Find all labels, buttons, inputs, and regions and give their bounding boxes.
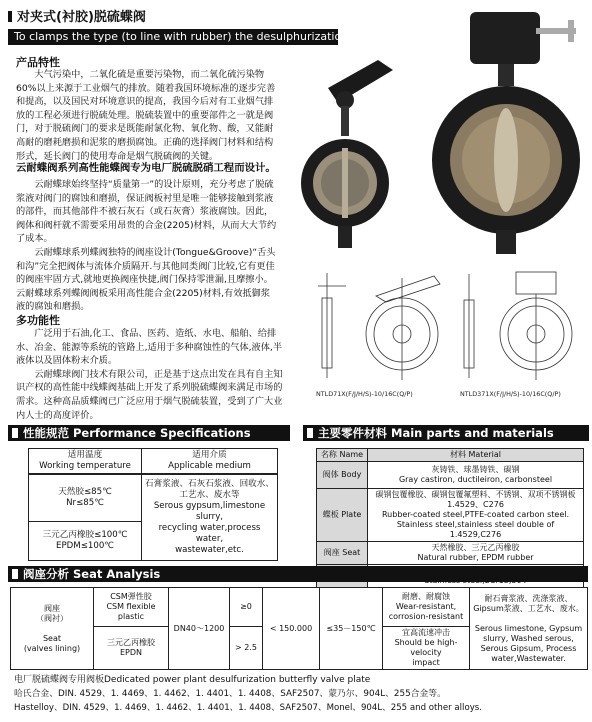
part-name: 阀体 Body <box>317 462 368 489</box>
seat-resistance-2: 宜高流速冲击 Should be high-velocity impact <box>383 627 470 670</box>
features-paragraph: 云耐蝶球始终坚持“质量第一”的设计原则，充分考虑了脱硫浆液对阀门的腐蚀和磨损，保证阀板衬里是唯一能够接触到浆液的部件，而其他部件不被石灰石（或石灰膏）浆液腐蚀。因此，阀体和阀杆就不需要采用昂贵的合金(2205)材料，从而大大节约了成本。 <box>16 179 277 245</box>
table-header-row <box>317 449 584 462</box>
features-subheading: 云耐蝶阀系列高性能蝶阀专为电厂脱硫脱硝工程而设计。 <box>16 162 276 174</box>
part-material: 碳钢包覆橡胶、碳钢包覆氟塑料、不锈钢、双项不锈钢板1.4529、C276 Rubber-coated steel,PTFE-coated carbon steel. Stainless steel,stainless steel double of 1.4529,C276 <box>368 489 584 542</box>
part-name: 蝶板 Plate <box>317 489 368 542</box>
features-text <box>16 68 278 163</box>
seat-media-en: Serous limestone, Gypsum slurry, Washed serous, Serous Gipsum, Process water,Wastewater. <box>474 623 583 663</box>
header-applicable-medium: 适用介质 Applicable medium <box>142 449 278 475</box>
features-paragraph: 云耐蝶球系列蝶阀独特的阀座设计(Tongue&Groove)“舌头和沟”完全把阀体与流体介质隔开.与其他同类阀门比较,它有更佳的阀座牢固方式,就地更换阀座快捷,阀门保持零泄漏,且摩擦小。云耐蝶球系列蝶阀阀板采用高性能合金(2205)材料,有效抵御浆液的腐蚀和磨损。 <box>16 246 276 313</box>
bar-marker <box>12 569 18 579</box>
applications-paragraph: 云耐蝶球阀门技术有限公司，正是基于这点出发在具有自主知识产权的高性能中线蝶阀基础上开发了系列脱硫蝶阀来满足市场的需求。这种高品质蝶阀已广泛应用于烟气脱硫装置，受到了广大业内人士的高度评价。 <box>16 368 283 421</box>
seat-value-2: > 2.5 <box>230 627 263 670</box>
seat-resistance-1: 耐磨、耐腐蚀 Wear-resistant, corrosion-resistant <box>383 588 470 627</box>
seat-media-cn: 耐石膏浆液、洗涤浆液、Gipsum浆液、工艺水、废水。 <box>473 593 584 613</box>
seat-media <box>470 588 588 670</box>
seat-heading-bar: 阀座分析 Seat Analysis <box>8 566 588 582</box>
lever-valve-photo <box>298 48 408 258</box>
temp-cell: 天然胶≤85℃ Nr≤85℃ <box>29 474 142 522</box>
seat-size-range: DN40～1200 <box>169 588 230 670</box>
part-name: 阀座 Seat <box>317 542 368 565</box>
bar-marker <box>307 428 313 438</box>
gear-valve-photo <box>418 10 590 260</box>
table-row <box>29 474 278 522</box>
table-row <box>11 588 588 627</box>
footer-line-3: Hastelloy、DIN. 4529、1. 4469、1. 4462、1. 4401、1. 4408、SAF2507、Monel、904L、255 and other alloys. <box>14 703 482 713</box>
drawing-right <box>458 268 588 388</box>
temp-cell: 三元乙丙橡胶≤100℃ EPDM≤100℃ <box>29 522 142 561</box>
caption-right: NTLD371X(F/J/H/S)-10/16C(Q/P) <box>460 390 561 398</box>
seat-value-1: ≥0 <box>230 588 263 627</box>
footer-line-1: 电厂脱硫蝶阀专用阀板Dedicated power plant desulfurization butterfly valve plate <box>14 675 371 685</box>
drawing-left <box>316 268 452 388</box>
caption-left: NTLD71X(F/J/H/S)-10/16C(Q/P) <box>316 390 413 398</box>
part-material: 灰铸铁、球墨铸铁、碳钢 Gray castiron, ductileiron, carbonsteel <box>368 462 584 489</box>
table-row <box>317 542 584 565</box>
title-marker <box>8 11 12 22</box>
features-heading: 产品特性 <box>16 56 60 69</box>
table-header-row <box>29 449 278 475</box>
medium-cell: 石膏浆液、石灰石浆液、回收水、工艺水、废水等 Serous gypsum,limestone slurry, recycling water,process water, wastewater,etc. <box>142 474 278 561</box>
performance-heading-bar: 性能规范 Performance Specifications <box>8 425 290 441</box>
features-paragraph: 大气污染中，二氧化硫是重要污染物，而二氧化硫污染物60%以上来源于工业烟气的排放。随着我国环境标准的逐步完善和提高，以及国民对环境意识的提高，我国今后对有工业烟气排放的工程必须进行脱硫处理。脱硫装置中的重要部件之一就是阀门，对于脱硫阀门的要求是既能耐氯化物、氧化物、酸，又能耐高耐的磨耗磨损和泥浆的磨损腐蚀。正确的选择阀门材料和结构形式，延长阀门的使用寿命是烟气脱硫阀的关键。 <box>16 69 276 162</box>
header-name: 名称 Name <box>317 449 368 462</box>
table-row <box>317 489 584 542</box>
table-row <box>317 462 584 489</box>
page-title: 对夹式(衬胶)脱硫蝶阀 <box>8 6 146 25</box>
footer-line-2: 哈氏合金、DIN. 4529、1. 4469、1. 4462、1. 4401、1. 4408、SAF2507、蒙乃尔、904L、255合金等。 <box>14 689 446 699</box>
seat-label: 阀座 （阀衬） Seat (valves lining) <box>11 588 94 670</box>
seat-pressure: < 150.000 <box>263 588 320 670</box>
applications-heading: 多功能性 <box>16 314 60 327</box>
header-working-temperature: 适用温度 Working temperature <box>29 449 142 475</box>
materials-heading-bar: 主要零件材料 Main parts and materials <box>303 425 589 441</box>
features-text-2 <box>16 178 278 314</box>
seat-table <box>10 587 588 670</box>
english-title-bar: To clamps the type (to line with rubber) the desulphurization reed valve <box>8 29 338 45</box>
seat-material-csm: CSM弹性胶 CSM flexible plastic <box>94 588 169 627</box>
header-material: 材料 Material <box>368 449 584 462</box>
seat-temperature: ≤35－150℃ <box>320 588 383 670</box>
performance-table <box>28 448 278 561</box>
applications-paragraph: 广泛用于石油,化工、食品、医药、造纸、水电、船舶、给排水、冶金、能源等系统的管路上,适用于多种腐蚀性的气体,液体,半液体以及固体粉末介质。 <box>16 328 283 367</box>
seat-material-epdm: 三元乙丙橡胶 EPDN <box>94 627 169 670</box>
part-material: 天然橡胶、三元乙丙橡胶 Natural rubber, EPDM rubber <box>368 542 584 565</box>
bar-marker <box>12 428 18 438</box>
applications-text <box>16 327 286 422</box>
